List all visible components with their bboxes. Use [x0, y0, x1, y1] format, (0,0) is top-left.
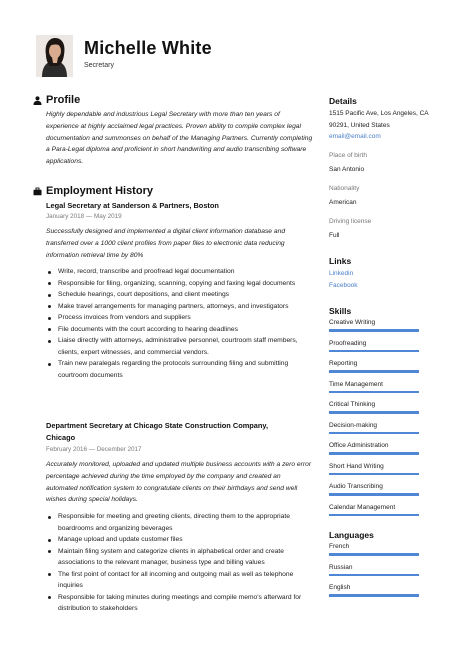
email-link[interactable]: email@email.com: [329, 133, 381, 140]
driving-license: Full: [329, 232, 340, 239]
skill-level-fill: [329, 350, 419, 353]
skill-level-fill: [329, 452, 419, 455]
skill-meter: [329, 483, 419, 496]
language-label: Russian: [329, 563, 353, 571]
job-title: Department Secretary at Chicago State Construction Company, Chicago: [46, 421, 269, 442]
language-label: English: [329, 584, 351, 591]
skill-level-bar: [329, 432, 419, 435]
nationality: American: [329, 199, 357, 206]
language-meter: [329, 543, 419, 556]
languages-heading: Languages: [329, 530, 374, 540]
list-item: Responsible for filing, organizing, scanning, copying and faxing legal documents: [46, 278, 314, 290]
language-level-fill: [329, 553, 419, 556]
profile-heading: [33, 94, 80, 106]
job-summary: Accurately monitored, uploaded and updated multiple business accounts with a zero error percentage achieved during the time employed by the company and created an automated notification system to congratulate clients on their birthdays and send well wishes during special holidays.: [46, 461, 312, 504]
skill-level-bar: [329, 473, 419, 476]
skill-level-fill: [329, 493, 419, 496]
skill-meter: [329, 340, 419, 353]
skill-level-bar: [329, 370, 419, 373]
skill-label: Proofreading: [329, 339, 367, 347]
skill-label: Time Management: [329, 380, 383, 388]
skill-level-fill: [329, 432, 419, 435]
skill-meter: [329, 422, 419, 435]
job-bullets: [46, 511, 314, 615]
list-item: Responsible for meeting and greeting clients, directing them to the appropriate boardrooms and organizing beverages: [46, 511, 314, 534]
avatar: [36, 35, 73, 77]
skill-level-fill: [329, 514, 419, 517]
skill-meter: [329, 319, 419, 332]
skill-level-bar: [329, 350, 419, 353]
job-title: Legal Secretary at Sanderson & Partners, Boston: [46, 201, 219, 210]
skill-level-fill: [329, 370, 419, 373]
skill-meter: [329, 504, 419, 517]
skill-level-bar: [329, 411, 419, 414]
language-meter: [329, 584, 419, 597]
skill-label: Critical Thinking: [329, 401, 376, 408]
skill-level-fill: [329, 411, 419, 414]
list-item: Train new paralegals regarding the protocols surrounding filing and submitting courtroom documents: [46, 358, 314, 381]
job-dates: February 2016 — December 2017: [46, 446, 142, 453]
job-bullets: [46, 266, 314, 381]
language-label: French: [329, 543, 350, 550]
skill-label: Creative Writing: [329, 319, 376, 326]
person-icon: [33, 96, 42, 105]
list-item: The first point of contact for all incoming and outgoing mail as well as telephone inquiries: [46, 569, 314, 592]
skill-label: Short Hand Writing: [329, 462, 384, 470]
links-heading: Links: [329, 256, 352, 266]
language-level-fill: [329, 594, 419, 597]
candidate-role: Secretary: [84, 62, 114, 69]
skill-meter: [329, 442, 419, 455]
list-item: Maintain filing system and categorize clients in alphabetical order and create associations to the relevant manager, business type and billing values: [46, 546, 314, 569]
list-item: Make travel arrangements for managing partners, attorneys, and investigators: [46, 301, 314, 313]
list-item: Process invoices from vendors and suppliers: [46, 312, 314, 324]
details-heading: Details: [329, 96, 357, 106]
skill-meter: [329, 463, 419, 476]
skill-label: Calendar Management: [329, 503, 396, 511]
skill-meter: [329, 381, 419, 394]
skill-label: Office Administration: [329, 442, 389, 449]
language-level-bar: [329, 574, 419, 577]
employment-heading: [33, 185, 153, 197]
list-item: Liaise directly with attorneys, administrative personnel, courtroom staff members, clients, expert witnesses, and commercial vendors.: [46, 335, 314, 358]
language-level-bar: [329, 553, 419, 556]
nationality-label: Nationality: [329, 185, 360, 192]
list-item: File documents with the court according to hearing deadlines: [46, 324, 314, 336]
skill-label: Decision-making: [329, 421, 378, 429]
skill-meter: [329, 401, 419, 414]
list-item: Manage upload and update customer files: [46, 534, 314, 546]
link-facebook[interactable]: Facebook: [329, 282, 358, 289]
skill-level-bar: [329, 452, 419, 455]
profile-text: Highly dependable and industrious Legal Secretary with more than ten years of experience at highly acclaimed legal practices. Proven ability to compile complex legal documentation and summonses on behalf of the Managing Partners. Currently completing a Para-Legal diploma and proficient in short handwriting and audio transcribing software applications.: [46, 111, 313, 166]
link-linkedin[interactable]: Linkedin: [329, 270, 354, 277]
skill-level-fill: [329, 473, 419, 476]
briefcase-icon: [33, 187, 42, 196]
skill-level-bar: [329, 514, 419, 517]
skill-level-bar: [329, 391, 419, 394]
skill-label: Reporting: [329, 360, 358, 367]
skill-level-bar: [329, 329, 419, 332]
job-summary: Successfully designed and implemented a digital client information database and transferred over a 1000 client profiles from paper files to electronic data reducing information retrieval time by 80%: [46, 228, 286, 259]
job-dates: January 2018 — May 2019: [46, 213, 122, 220]
language-meter: [329, 564, 419, 577]
list-item: Responsible for taking minutes during meetings and compile memo's afterward for distribution to stakeholders: [46, 592, 314, 615]
driving-license-label: Driving license: [329, 218, 372, 225]
language-level-bar: [329, 594, 419, 597]
skill-label: Audio Transcribing: [329, 483, 383, 490]
list-item: Write, record, transcribe and proofread legal documentation: [46, 266, 314, 278]
candidate-name: Michelle White: [84, 38, 212, 58]
address: 1515 Pacific Ave, Los Angeles, CA 90291, United States: [329, 110, 429, 129]
skill-level-bar: [329, 493, 419, 496]
place-of-birth-label: Place of birth: [329, 152, 367, 159]
place-of-birth: San Antonio: [329, 166, 365, 173]
employment-title: Employment History: [46, 185, 153, 197]
skill-meter: [329, 360, 419, 373]
list-item: Schedule hearings, court depositions, and client meetings: [46, 289, 314, 301]
skills-heading: Skills: [329, 306, 352, 316]
skill-level-fill: [329, 329, 419, 332]
skill-level-fill: [329, 391, 419, 394]
language-level-fill: [329, 574, 419, 577]
profile-title: Profile: [46, 94, 81, 106]
